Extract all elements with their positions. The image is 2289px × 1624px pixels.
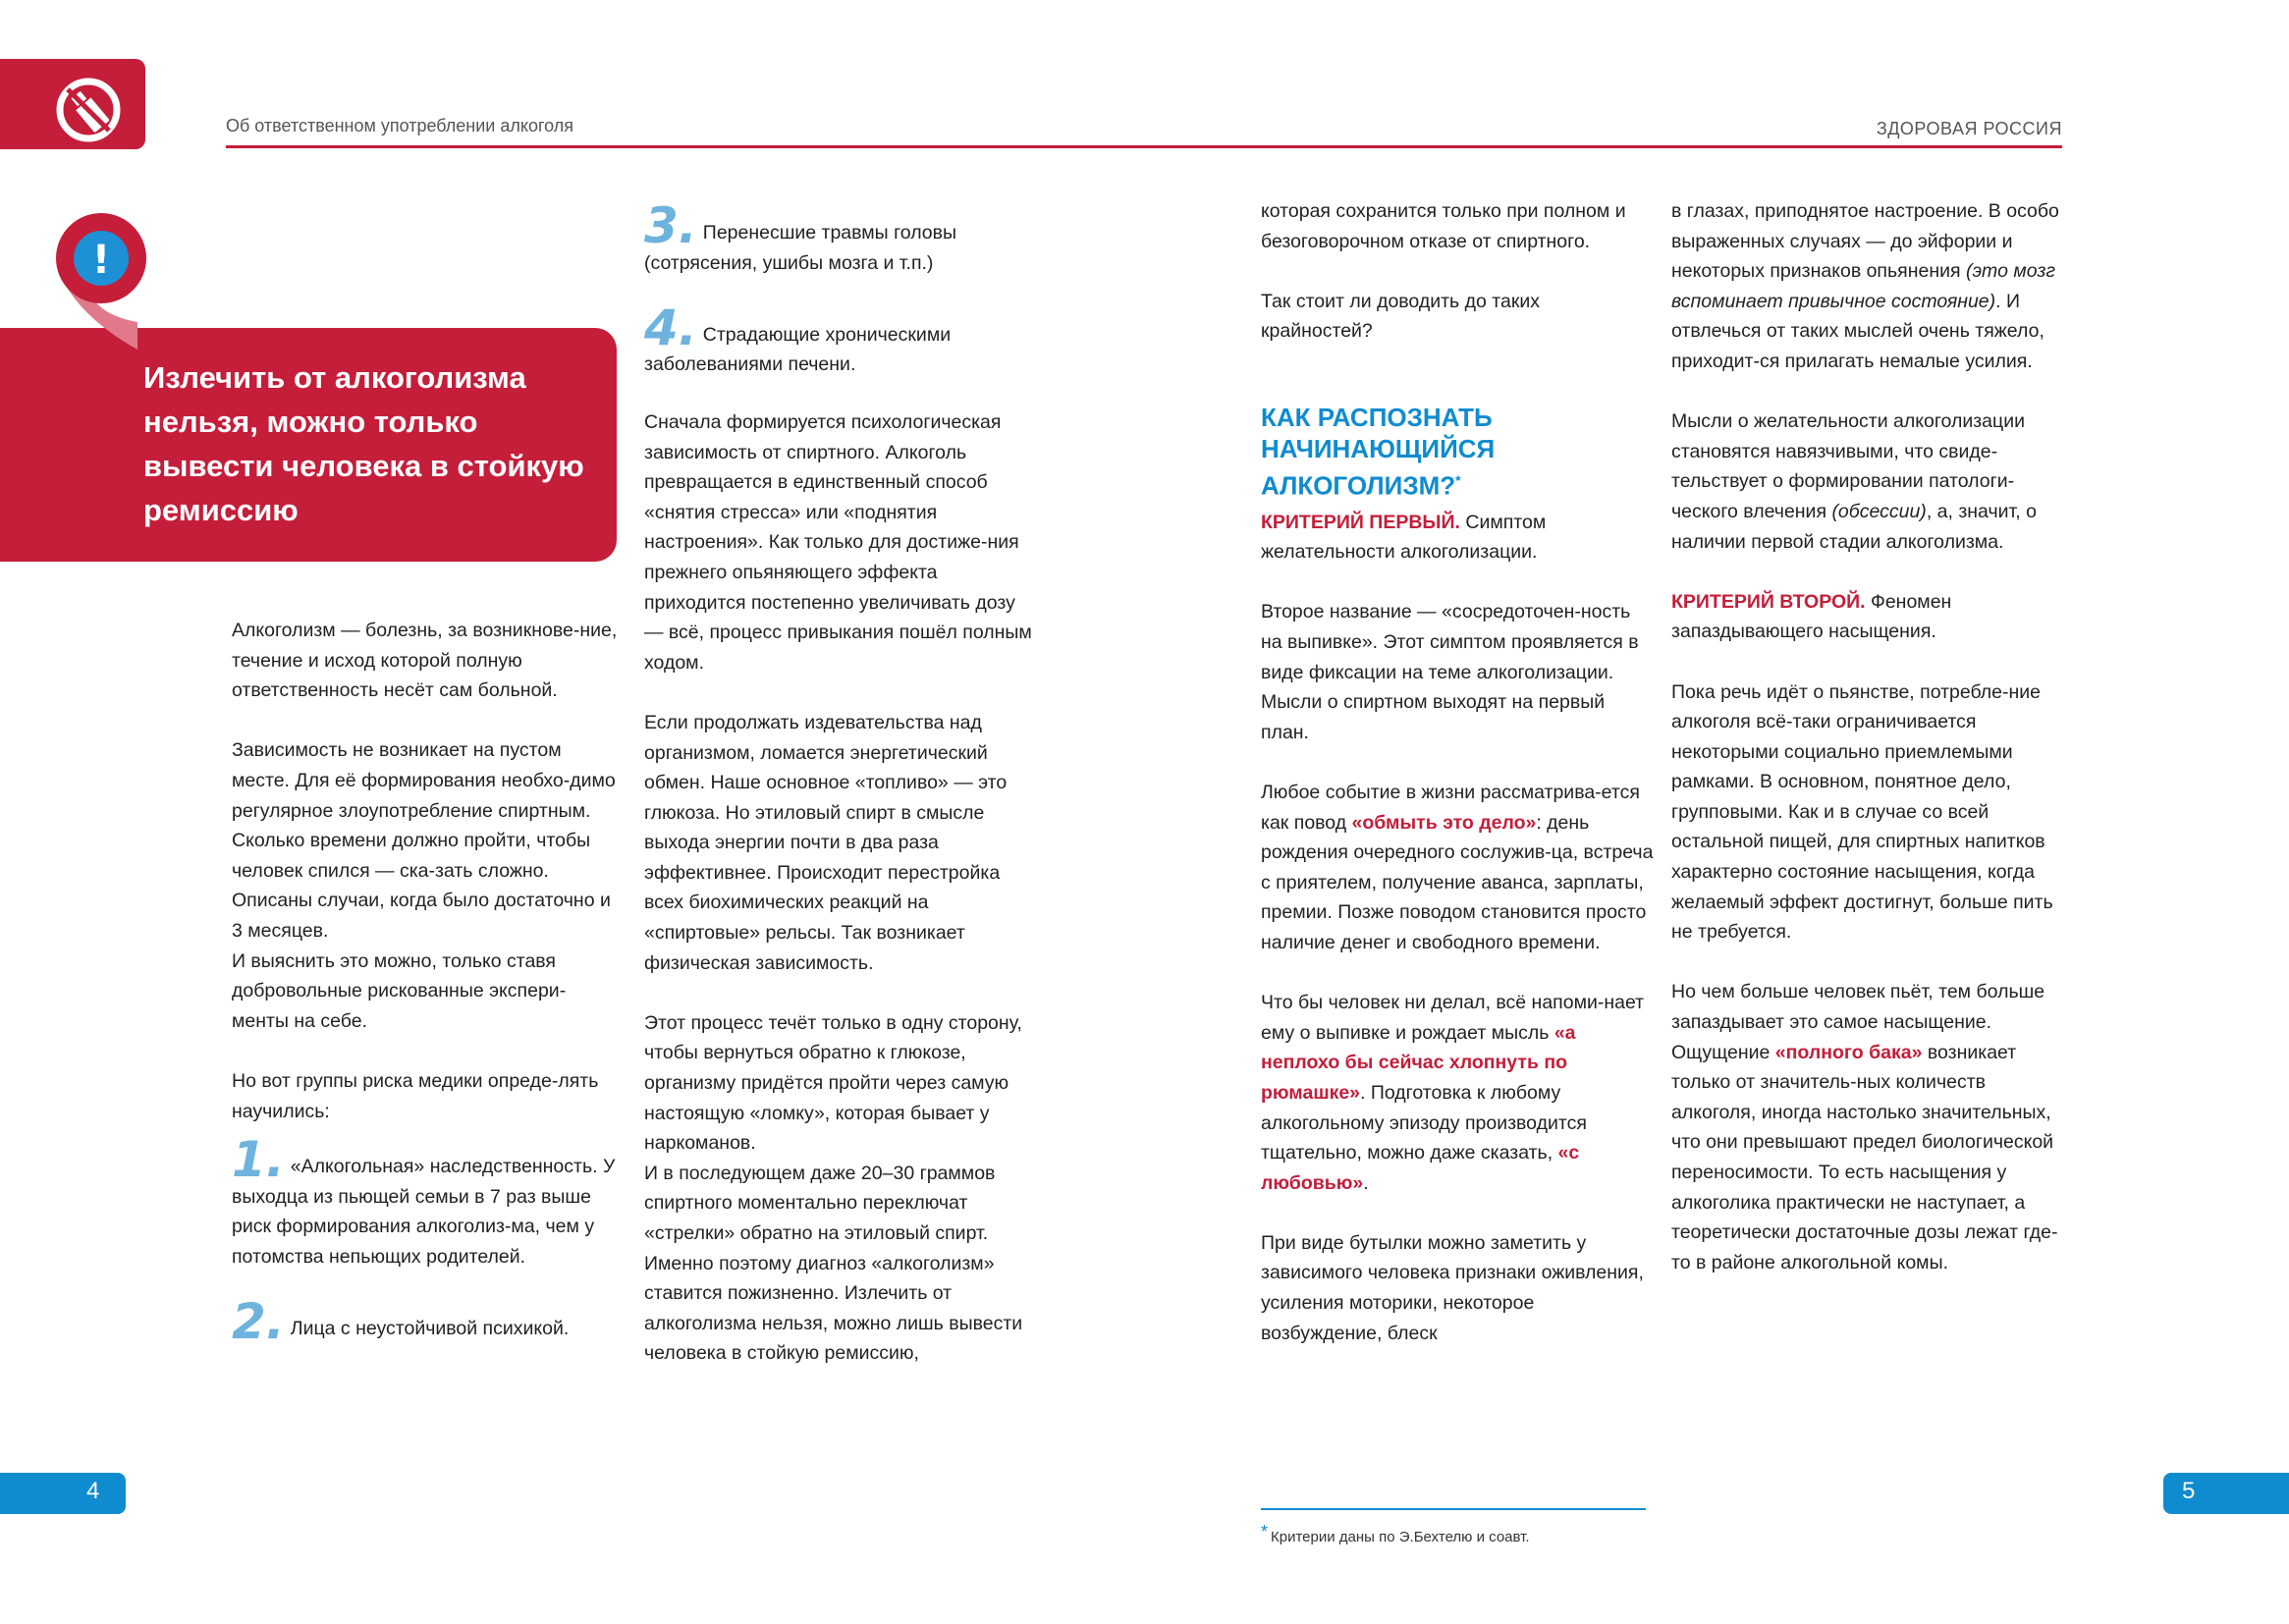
italic-note: (обсессии) bbox=[1831, 500, 1927, 522]
header-divider bbox=[226, 145, 2062, 148]
header-title: Об ответственном употреблении алкоголя bbox=[226, 116, 573, 135]
paragraph: Второе название — «сосредоточен-ность на выпивке». Этот симптом проявляется в виде фиксации на теме алкоголизации. Мысли о спиртном выходят на первый план. bbox=[1261, 601, 1639, 743]
paragraph: КРИТЕРИЙ ВТОРОЙ. Феномен запаздывающего насыщения. bbox=[1671, 590, 1952, 643]
paragraph: КРИТЕРИЙ ПЕРВЫЙ. Симптом желательности алкоголизации. bbox=[1261, 511, 1547, 564]
italic-note: (это мозг вспоминает привычное состояние) bbox=[1671, 260, 2056, 312]
paragraph: Этот процесс течёт только в одну сторону, чтобы вернуться обратно к глюкозе, организму придётся пройти через самую настоящую «ломку», которая бывает у наркоманов. bbox=[644, 1011, 1022, 1155]
list-item bbox=[232, 1293, 621, 1351]
footnote-mark: * bbox=[1261, 1522, 1269, 1542]
paragraph: Что бы человек ни делал, всё напоми-нает ему о выпивке и рождает мысль «а неплохо бы сейчас хлопнуть по рюмашке». Подготовка к любому алкогольному эпизоду производится тщательно, можно даже сказать, «с любовью». bbox=[1261, 992, 1645, 1194]
text-column-2 bbox=[644, 197, 1037, 1399]
list-number: 1. bbox=[232, 1131, 285, 1189]
list-item-text: Перенесшие травмы головы (сотрясения, ушибы мозга и т.п.) bbox=[644, 222, 957, 274]
list-item-text: «Алкогольная» наследственность. У выходца из пьющей семьи в 7 раз выше риск формирования алкоголиз-ма, чем у потомства непьющих родителей. bbox=[232, 1156, 616, 1268]
page-number-left: 4 bbox=[86, 1478, 100, 1504]
criterion-label: КРИТЕРИЙ ПЕРВЫЙ. bbox=[1261, 511, 1460, 533]
list-item bbox=[644, 298, 1037, 380]
list-number: 2. bbox=[232, 1293, 285, 1351]
page-number-tab-left bbox=[0, 1473, 126, 1514]
footnote bbox=[1261, 1522, 1530, 1545]
section-heading: КАК РАСПОЗНАТЬ НАЧИНАЮЩИЙСЯ АЛКОГОЛИЗМ?* bbox=[1261, 402, 1496, 501]
paragraph: При виде бутылки можно заметить у зависимого человека признаки оживления, усиления моторики, некоторое возбуждение, блеск bbox=[1261, 1231, 1644, 1344]
paragraph: И выяснить это можно, только ставя добровольные рискованные экспери-менты на себе. bbox=[232, 949, 567, 1032]
header-brand: ЗДОРОВАЯ РОССИЯ bbox=[1876, 119, 2062, 138]
paragraph: Зависимость не возникает на пустом месте. Для её формирования необхо-димо регулярное злоупотребление спиртным. Сколько времени должно пройти, чтобы человек спился — ска-зать сложно. Описаны случаи, когда было достаточно и 3 месяцев. bbox=[232, 739, 616, 942]
page-number-right: 5 bbox=[2182, 1478, 2196, 1504]
highlight: «с любовью» bbox=[1261, 1142, 1580, 1194]
list-number: 3. bbox=[644, 197, 697, 254]
paragraph: Пока речь идёт о пьянстве, потребле-ние алкоголя всё-таки ограничивается некоторыми социально приемлемыми рамками. В основном, понятное дело, групповыми. Как и в случае со всей остальной пищей, для спиртных напитков характерно состояние насыщения, когда желаемый эффект достигнут, больше пить не требуется. bbox=[1671, 680, 2053, 944]
callout-text: Излечить от алкоголизма нельзя, можно только вывести человека в стойкую ремиссию bbox=[143, 360, 584, 527]
list-item bbox=[644, 197, 1037, 278]
paragraph: в глазах, приподнятое настроение. В особо выраженных случаях — до эйфории и некоторых признаков опьянения (это мозг вспоминает привычное состояние). И отвлечься от таких мыслей очень тяжело, приходит-ся прилагать немалые усилия. bbox=[1671, 200, 2059, 372]
paragraph: Но вот группы риска медики опреде-лять научились: bbox=[232, 1069, 599, 1122]
callout-mark: ! bbox=[91, 238, 111, 283]
footnote-text: Критерии даны по Э.Бехтелю и соавт. bbox=[1271, 1529, 1530, 1545]
text-column-4 bbox=[1671, 196, 2064, 1308]
paragraph: И в последующем даже 20–30 граммов спиртного моментально переключат «стрелки» обратно на этиловый спирт. Именно поэтому диагноз «алкоголизм» ставится пожизненно. Излечить от алкоголизма нельзя, можно лишь вывести человека в стойкую ремиссию, bbox=[644, 1162, 1023, 1365]
paragraph: Любое событие в жизни рассматрива-ется как повод «обмыть это дело»: день рождения очередного сослужив-ца, встреча с приятелем, получение аванса, зарплаты, премии. Позже поводом становится просто наличие денег и свободного времени. bbox=[1261, 781, 1654, 953]
paragraph: Но чем больше человек пьёт, тем больше запаздывает это самое насыщение. Ощущение «полного бака» возникает только от значитель-ных количеств алкоголя, иногда настолько значительных, что они превышают предел биологической переносимости. То есть насыщения у алкоголика практически не наступает, а теоретически достаточные дозы лежат где-то в районе алкогольной комы. bbox=[1671, 981, 2058, 1273]
list-item bbox=[232, 1131, 621, 1272]
paragraph: Алкоголизм — болезнь, за возникнове-ние, течение и исход которой полную ответственность несёт сам больной. bbox=[232, 620, 618, 702]
paragraph: Если продолжать издевательства над организмом, ломается энергетический обмен. Наше основное «топливо» — это глюкоза. Но этиловый спирт в смысле выхода энергии почти в два раза эффективнее. Происходит перестройка всех биохимических реакций на «спиртовые» рельсы. Так возникает физическая зависимость. bbox=[644, 711, 1008, 974]
footnote-mark: * bbox=[1455, 471, 1461, 488]
paragraph: Так стоит ли доводить до таких крайностей? bbox=[1261, 290, 1540, 343]
text-column-3 bbox=[1261, 196, 1654, 1379]
list-item-text: Страдающие хроническими заболеваниями печени. bbox=[644, 323, 952, 376]
footnote-divider bbox=[1261, 1508, 1646, 1510]
text-column-1 bbox=[232, 616, 621, 1374]
paragraph: Сначала формируется психологическая зависимость от спиртного. Алкоголь превращается в единственный способ «снятия стресса» или «поднятия настроения». Как только для достиже-ния прежнего опьяняющего эффекта приходится постепенно увеличивать дозу — всё, процесс привыкания пошёл полным ходом. bbox=[644, 410, 1032, 674]
paragraph: Мысли о желательности алкоголизации становятся навязчивыми, что свиде-тельствует о формировании патологи-ческого влечения (обсессии), а, значит, о наличии первой стадии алкоголизма. bbox=[1671, 410, 2037, 553]
logo-tab bbox=[0, 59, 145, 149]
list-number: 4. bbox=[644, 298, 697, 356]
criterion-label: КРИТЕРИЙ ВТОРОЙ. bbox=[1671, 590, 1866, 613]
highlight: «полного бака» bbox=[1774, 1041, 1923, 1063]
list-item-text: Лица с неустойчивой психикой. bbox=[290, 1318, 570, 1340]
exclamation-icon bbox=[55, 212, 147, 350]
highlight: «а неплохо бы сейчас хлопнуть по рюмашке» bbox=[1261, 1021, 1576, 1104]
highlight: «обмыть это дело» bbox=[1351, 811, 1537, 834]
no-alcohol-icon bbox=[55, 77, 122, 143]
paragraph: которая сохранится только при полном и безоговорочном отказе от спиртного. bbox=[1261, 200, 1626, 252]
